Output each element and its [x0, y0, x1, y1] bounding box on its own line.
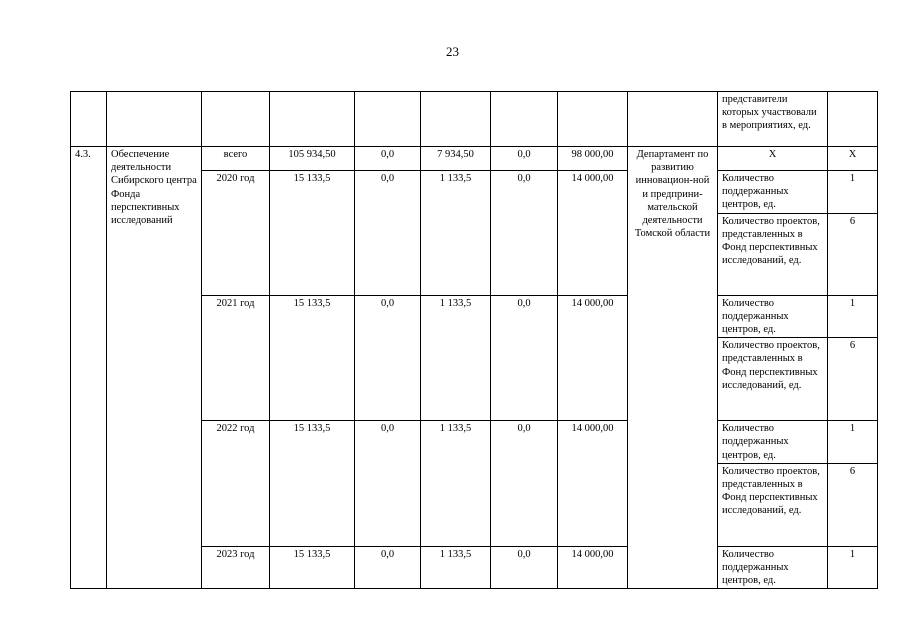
regional-cell: 1 133,5 — [421, 546, 491, 589]
other-cell: 14 000,00 — [558, 546, 628, 589]
value-cell: 6 — [828, 213, 878, 295]
period-cell: 2023 год — [202, 546, 270, 589]
indicator-cell: Количество проектов, представленных в Фонд перспективных исследований, ед. — [718, 463, 828, 546]
regional-cell: 1 133,5 — [421, 171, 491, 296]
value-cell: 1 — [828, 171, 878, 214]
value-cell: 1 — [828, 295, 878, 338]
indicator-cell: Х — [718, 147, 828, 171]
federal-cell: 0,0 — [355, 171, 421, 296]
other-cell: 14 000,00 — [558, 421, 628, 547]
indicator-cell: Количество поддержанных центров, ед. — [718, 421, 828, 464]
period-cell: 2020 год — [202, 171, 270, 296]
federal-cell: 0,0 — [355, 147, 421, 171]
activity-name: Обеспечение деятельности Сибирского центра Фонда перспективных исследований — [107, 147, 202, 589]
other-cell: 98 000,00 — [558, 147, 628, 171]
federal-cell: 0,0 — [355, 295, 421, 421]
indicator-cell: Количество поддержанных центров, ед. — [718, 546, 828, 589]
indicator-cell: Количество поддержанных центров, ед. — [718, 171, 828, 214]
sum-cell: 15 133,5 — [270, 171, 355, 296]
value-cell: 6 — [828, 338, 878, 421]
federal-cell: 0,0 — [355, 421, 421, 547]
local-cell: 0,0 — [491, 171, 558, 296]
table-row — [71, 92, 878, 147]
value-cell: 6 — [828, 463, 878, 546]
program-table — [70, 91, 878, 589]
federal-cell: 0,0 — [355, 546, 421, 589]
page-number: 23 — [446, 44, 459, 59]
period-cell: всего — [202, 147, 270, 171]
row-number: 4.3. — [71, 147, 107, 589]
local-cell: 0,0 — [491, 295, 558, 421]
local-cell: 0,0 — [491, 546, 558, 589]
sum-cell: 15 133,5 — [270, 421, 355, 547]
other-cell: 14 000,00 — [558, 295, 628, 421]
regional-cell: 1 133,5 — [421, 295, 491, 421]
local-cell: 0,0 — [491, 421, 558, 547]
other-cell: 14 000,00 — [558, 171, 628, 296]
period-cell: 2021 год — [202, 295, 270, 421]
local-cell: 0,0 — [491, 147, 558, 171]
sum-cell: 15 133,5 — [270, 295, 355, 421]
regional-cell: 1 133,5 — [421, 421, 491, 547]
indicator-cell: представители которых участвовали в мероприятиях, ед. — [718, 92, 828, 147]
indicator-cell: Количество поддержанных центров, ед. — [718, 295, 828, 338]
table-row — [71, 147, 878, 171]
sum-cell: 105 934,50 — [270, 147, 355, 171]
executor-cell: Департамент по развитию инновацион-ной и предприни-мательской деятельности Томской области — [628, 147, 718, 589]
indicator-cell: Количество проектов, представленных в Фонд перспективных исследований, ед. — [718, 213, 828, 295]
value-cell: 1 — [828, 421, 878, 464]
value-cell: Х — [828, 147, 878, 171]
indicator-cell: Количество проектов, представленных в Фонд перспективных исследований, ед. — [718, 338, 828, 421]
value-cell: 1 — [828, 546, 878, 589]
period-cell: 2022 год — [202, 421, 270, 547]
regional-cell: 7 934,50 — [421, 147, 491, 171]
sum-cell: 15 133,5 — [270, 546, 355, 589]
